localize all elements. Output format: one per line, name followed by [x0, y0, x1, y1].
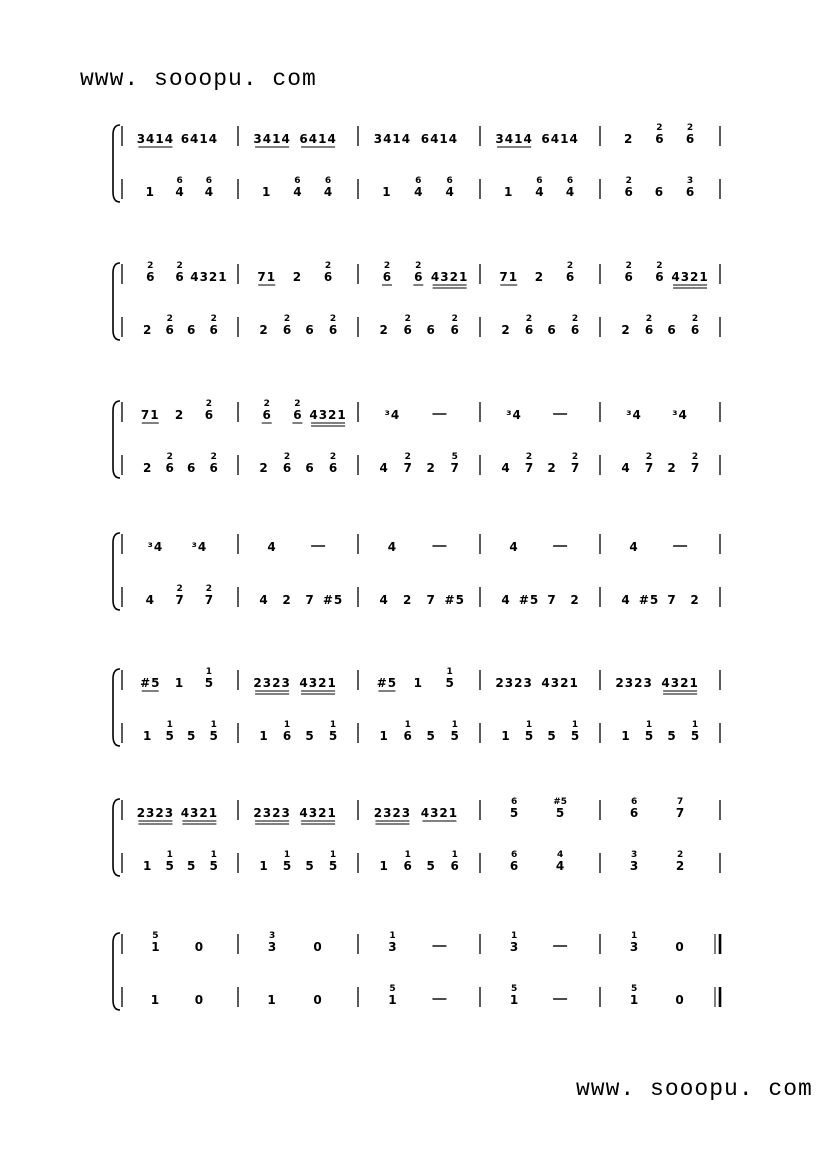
- note-s3-lower-m5-4: 7: [690, 461, 700, 475]
- note-s3-upper-m2-1-upper: 2: [263, 399, 270, 409]
- note-s7-upper-m2-2: 0: [313, 940, 323, 954]
- note-s2-lower-m5-4: 6: [690, 323, 700, 337]
- note-s1-lower-m4-2-upper: 6: [536, 176, 543, 186]
- note-s5-lower-m5-3: 5: [667, 729, 677, 743]
- note-s6-lower-m4-1: 6: [509, 859, 519, 873]
- note-s3-upper-m1-3-upper: 2: [205, 399, 213, 409]
- note-s2-upper-m2-3: 6: [323, 270, 333, 284]
- note-s2-lower-m2-1: 2: [259, 323, 269, 337]
- note-s6-lower-m1-3: 5: [187, 859, 197, 873]
- note-s2-upper-m5-3: 4321: [671, 270, 709, 284]
- note-s6-lower-m3-2: 6: [403, 859, 412, 873]
- note-s5-lower-m3-4: 5: [450, 729, 459, 743]
- note-s2-upper-m1-3: 4321: [190, 270, 228, 284]
- note-s4-lower-m5-3: 7: [667, 593, 677, 607]
- note-s5-lower-m3-2: 6: [403, 729, 412, 743]
- note-s2-lower-m2-4-upper: 2: [329, 314, 337, 324]
- note-s3-lower-m4-4-upper: 2: [571, 452, 579, 462]
- note-s2-lower-m1-4: 6: [209, 323, 218, 337]
- note-s6-lower-m2-2: 5: [282, 859, 292, 873]
- note-s5-lower-m1-3: 5: [187, 729, 197, 743]
- note-s5-lower-m1-2-upper: 1: [166, 720, 173, 730]
- note-s5-upper-m3-2: 1: [413, 676, 423, 690]
- note-s5-lower-m2-2-upper: 1: [283, 720, 291, 730]
- note-s1-lower-m3-2-upper: 6: [415, 176, 422, 186]
- system-brace-3: [113, 401, 120, 478]
- note-s1-lower-m4-3-upper: 6: [566, 176, 574, 186]
- note-s2-upper-m4-3: 6: [565, 270, 575, 284]
- note-s6-lower-m1-4-upper: 1: [210, 850, 217, 860]
- note-s6-upper-m4-1-upper: 6: [510, 797, 518, 807]
- note-s6-upper-m5-1-upper: 6: [630, 797, 638, 807]
- note-s1-lower-m1-1: 1: [145, 185, 155, 199]
- note-s3-lower-m4-4: 7: [570, 461, 580, 475]
- note-s1-lower-m5-3-upper: 3: [686, 176, 694, 186]
- note-s1-lower-m3-3: 4: [445, 185, 454, 199]
- note-s5-upper-m4-1: 2323: [495, 676, 533, 690]
- note-s4-upper-m3-1: 4: [387, 540, 398, 554]
- note-s5-lower-m5-2: 5: [644, 729, 654, 743]
- note-s5-lower-m2-2: 6: [282, 729, 292, 743]
- note-s5-upper-m3-3: 5: [445, 676, 454, 690]
- note-s2-upper-m3-1: 6: [382, 270, 392, 284]
- note-s7-upper-m3-1-upper: 1: [389, 931, 396, 941]
- note-s5-upper-m5-2: 4321: [661, 676, 699, 690]
- note-s5-lower-m4-2-upper: 1: [525, 720, 533, 730]
- note-s3-lower-m3-1: 4: [379, 461, 389, 475]
- note-s4-lower-m1-3: 7: [204, 593, 214, 607]
- note-s2-lower-m5-1: 2: [621, 323, 631, 337]
- note-s3-upper-m1-1: 71: [140, 408, 160, 422]
- note-s2-lower-m5-4-upper: 2: [691, 314, 699, 324]
- note-s7-upper-m4-1: 3: [509, 940, 519, 954]
- note-s3-lower-m5-3: 2: [667, 461, 677, 475]
- note-s1-upper-m4-1: 3414: [495, 132, 533, 146]
- note-s5-lower-m2-4-upper: 1: [329, 720, 337, 730]
- note-s5-lower-m4-4: 5: [570, 729, 580, 743]
- note-s5-lower-m5-2-upper: 1: [645, 720, 653, 730]
- note-s5-lower-m3-3: 5: [426, 729, 436, 743]
- note-s6-upper-m4-2: 5: [555, 806, 565, 820]
- note-s3-upper-m2-1: 6: [262, 408, 271, 422]
- note-s3-lower-m5-1: 4: [621, 461, 631, 475]
- note-s6-upper-m5-1: 6: [629, 806, 639, 820]
- note-s5-upper-m4-2: 4321: [541, 676, 579, 690]
- note-s5-lower-m2-3: 5: [305, 729, 315, 743]
- note-s1-lower-m3-1: 1: [382, 185, 392, 199]
- note-s5-upper-m1-1: #5: [140, 676, 161, 690]
- note-s1-lower-m2-2-upper: 6: [294, 176, 301, 186]
- note-s1-upper-m2-2: 6414: [299, 132, 337, 146]
- note-s1-lower-m4-3: 4: [565, 185, 575, 199]
- note-s1-upper-m3-1: 3414: [373, 132, 412, 146]
- note-s2-upper-m3-2-upper: 2: [415, 261, 422, 271]
- note-s2-lower-m3-4: 6: [450, 323, 459, 337]
- note-s7-lower-m1-2: 0: [194, 993, 205, 1007]
- note-s2-upper-m4-1: 71: [499, 270, 519, 284]
- note-s2-lower-m2-4: 6: [328, 323, 338, 337]
- note-s7-lower-m5-1-upper: 5: [630, 984, 638, 994]
- note-s2-upper-m4-2: 2: [534, 270, 545, 284]
- note-s4-lower-m5-1: 4: [621, 593, 631, 607]
- note-s1-lower-m5-2: 6: [654, 185, 665, 199]
- note-s7-upper-m4-1-upper: 1: [510, 931, 518, 941]
- system-brace-1: [113, 125, 120, 202]
- note-s1-upper-m1-1: 3414: [136, 132, 175, 146]
- note-s3-lower-m5-2: 7: [644, 461, 654, 475]
- note-s5-upper-m1-3-upper: 1: [205, 667, 213, 677]
- note-s6-lower-m5-1-upper: 3: [630, 850, 638, 860]
- note-s7-lower-m1-1: 1: [150, 993, 161, 1007]
- note-s7-upper-m1-1-upper: 5: [152, 931, 159, 941]
- note-s6-lower-m2-4: 5: [328, 859, 338, 873]
- note-s1-upper-m1-2: 6414: [180, 132, 219, 146]
- note-s2-upper-m4-3-upper: 2: [566, 261, 574, 271]
- note-s7-lower-m3-1-upper: 5: [389, 984, 396, 994]
- note-s5-lower-m3-1: 1: [379, 729, 389, 743]
- note-s3-upper-m1-2: 2: [174, 408, 185, 422]
- note-s5-upper-m1-3: 5: [204, 676, 214, 690]
- note-s7-upper-m5-1: 3: [629, 940, 639, 954]
- note-s2-lower-m3-3: 6: [426, 323, 436, 337]
- note-s2-upper-m5-2: 6: [655, 270, 664, 284]
- note-s2-upper-m1-2: 6: [175, 270, 184, 284]
- note-s6-lower-m2-3: 5: [305, 859, 315, 873]
- note-s3-lower-m3-2-upper: 2: [404, 452, 411, 462]
- note-s3-lower-m4-1: 4: [501, 461, 511, 475]
- note-s6-lower-m5-1: 3: [629, 859, 639, 873]
- note-s4-lower-m4-4: 2: [570, 593, 580, 607]
- note-s1-lower-m5-1: 6: [624, 185, 633, 199]
- note-s1-upper-m2-1: 3414: [253, 132, 291, 146]
- note-s4-upper-m1-2: ³4: [191, 540, 208, 554]
- note-s3-lower-m3-2: 7: [403, 461, 412, 475]
- note-s1-upper-m5-2-upper: 2: [656, 123, 663, 133]
- note-s7-upper-m2-1-upper: 3: [268, 931, 276, 941]
- system-brace-5: [113, 669, 120, 746]
- note-s3-upper-m4-1: ³4: [506, 408, 522, 422]
- note-s7-upper-m1-1: 1: [151, 940, 160, 954]
- note-s2-upper-m1-1: 6: [146, 270, 155, 284]
- note-s2-upper-m5-1: 6: [624, 270, 633, 284]
- note-s2-lower-m4-4: 6: [570, 323, 580, 337]
- watermark-bottom: www. sooopu. com: [576, 1076, 813, 1102]
- note-s5-lower-m2-4: 5: [328, 729, 338, 743]
- note-s4-upper-m5-1: 4: [629, 540, 639, 554]
- note-s3-upper-m3-1: ³4: [384, 408, 401, 422]
- note-s3-lower-m2-4: 6: [328, 461, 338, 475]
- note-s1-lower-m2-3: 4: [323, 185, 333, 199]
- note-s2-lower-m3-2: 6: [403, 323, 412, 337]
- note-s4-lower-m5-4: 2: [690, 593, 700, 607]
- note-s4-lower-m4-1: 4: [501, 593, 511, 607]
- note-s4-lower-m1-3-upper: 2: [205, 584, 213, 594]
- note-s7-upper-m1-2: 0: [194, 940, 205, 954]
- note-s5-lower-m2-1: 1: [259, 729, 269, 743]
- note-s7-lower-m5-2: 0: [675, 993, 685, 1007]
- note-s6-lower-m3-4: 6: [450, 859, 459, 873]
- note-s4-lower-m4-2: #5: [518, 593, 540, 607]
- note-s2-lower-m2-2-upper: 2: [283, 314, 291, 324]
- note-s3-lower-m3-4-upper: 5: [451, 452, 458, 462]
- note-s6-lower-m3-2-upper: 1: [404, 850, 411, 860]
- note-s4-lower-m2-3: 7: [305, 593, 315, 607]
- note-s2-lower-m1-2: 6: [165, 323, 174, 337]
- note-s7-upper-m5-2: 0: [675, 940, 685, 954]
- note-s6-upper-m2-1: 2323: [253, 806, 291, 820]
- note-s5-upper-m3-1: #5: [376, 676, 398, 690]
- note-s1-lower-m3-3-upper: 6: [446, 176, 453, 186]
- note-s5-lower-m5-4: 5: [690, 729, 700, 743]
- note-s2-lower-m3-2-upper: 2: [404, 314, 411, 324]
- note-s4-lower-m1-1: 4: [145, 593, 155, 607]
- note-s3-lower-m2-1: 2: [259, 461, 269, 475]
- note-s7-upper-m2-1: 3: [267, 940, 277, 954]
- note-s1-upper-m4-2: 6414: [541, 132, 579, 146]
- note-s3-lower-m1-2-upper: 2: [166, 452, 173, 462]
- note-s6-upper-m1-1: 2323: [136, 806, 175, 820]
- note-s7-lower-m2-1: 1: [267, 993, 277, 1007]
- note-s3-lower-m2-2-upper: 2: [283, 452, 291, 462]
- note-s1-lower-m3-2: 4: [414, 185, 423, 199]
- note-s1-upper-m5-3-upper: 2: [686, 123, 694, 133]
- note-s5-upper-m2-2: 4321: [299, 676, 337, 690]
- note-s2-upper-m5-1-upper: 2: [625, 261, 632, 271]
- note-s3-upper-m2-3: 4321: [309, 408, 347, 422]
- note-s5-lower-m4-1: 1: [501, 729, 511, 743]
- note-s5-lower-m1-4-upper: 1: [210, 720, 217, 730]
- note-s2-upper-m1-2-upper: 2: [176, 261, 183, 271]
- note-s6-lower-m3-1: 1: [379, 859, 389, 873]
- note-s3-lower-m1-1: 2: [143, 461, 153, 475]
- note-s7-upper-m3-1: 3: [388, 940, 397, 954]
- note-s5-lower-m1-1: 1: [143, 729, 153, 743]
- note-s5-lower-m3-2-upper: 1: [404, 720, 411, 730]
- note-s1-lower-m1-3-upper: 6: [205, 176, 213, 186]
- note-s7-lower-m4-1: 1: [509, 993, 519, 1007]
- note-s2-lower-m3-4-upper: 2: [451, 314, 458, 324]
- note-s7-lower-m3-1: 1: [388, 993, 397, 1007]
- note-s1-lower-m5-1-upper: 2: [625, 176, 632, 186]
- note-s3-lower-m2-4-upper: 2: [329, 452, 337, 462]
- note-s6-lower-m1-2-upper: 1: [166, 850, 173, 860]
- note-s4-upper-m4-1: 4: [509, 540, 519, 554]
- note-s4-lower-m2-2: 2: [282, 593, 292, 607]
- note-s1-lower-m2-2: 4: [293, 185, 302, 199]
- note-s2-upper-m3-2: 6: [414, 270, 423, 284]
- note-s2-upper-m1-1-upper: 2: [147, 261, 154, 271]
- note-s4-lower-m3-4: #5: [444, 593, 465, 607]
- note-s3-upper-m2-2: 6: [293, 408, 302, 422]
- note-s3-lower-m5-2-upper: 2: [645, 452, 653, 462]
- note-s2-lower-m1-2-upper: 2: [166, 314, 173, 324]
- note-s2-lower-m4-3: 6: [547, 323, 557, 337]
- note-s4-lower-m1-2-upper: 2: [176, 584, 183, 594]
- note-s4-lower-m3-2: 2: [403, 593, 413, 607]
- note-s6-lower-m2-4-upper: 1: [329, 850, 337, 860]
- note-s1-lower-m1-3: 4: [204, 185, 214, 199]
- note-s3-lower-m4-2: 7: [524, 461, 534, 475]
- system-brace-2: [113, 263, 120, 340]
- note-s2-upper-m5-2-upper: 2: [656, 261, 663, 271]
- note-s2-lower-m1-3: 6: [187, 323, 197, 337]
- note-s7-lower-m5-1: 1: [629, 993, 639, 1007]
- note-s2-lower-m2-3: 6: [305, 323, 315, 337]
- note-s7-lower-m4-1-upper: 5: [510, 984, 518, 994]
- watermark-top: www. sooopu. com: [80, 66, 317, 92]
- note-s6-lower-m1-2: 5: [165, 859, 174, 873]
- note-s2-lower-m3-1: 2: [379, 323, 389, 337]
- note-s2-lower-m1-4-upper: 2: [210, 314, 217, 324]
- note-s6-lower-m4-1-upper: 6: [510, 850, 518, 860]
- note-s4-upper-m2-1: 4: [267, 540, 277, 554]
- note-s7-upper-m5-1-upper: 1: [630, 931, 638, 941]
- system-brace-6: [113, 799, 120, 876]
- note-s1-lower-m4-2: 4: [535, 185, 544, 199]
- note-s2-lower-m2-2: 6: [282, 323, 292, 337]
- note-s3-lower-m4-3: 2: [547, 461, 557, 475]
- note-s4-lower-m5-2: #5: [638, 593, 660, 607]
- note-s3-upper-m5-2: ³4: [672, 408, 688, 422]
- note-s6-lower-m4-2-upper: 4: [556, 850, 564, 860]
- note-s6-upper-m4-1: 5: [509, 806, 519, 820]
- note-s6-upper-m2-2: 4321: [299, 806, 337, 820]
- note-s5-lower-m4-3: 5: [547, 729, 557, 743]
- note-s5-upper-m1-2: 1: [174, 676, 185, 690]
- note-s6-upper-m4-2-upper: #5: [553, 797, 568, 807]
- note-s2-upper-m3-3: 4321: [430, 270, 469, 284]
- note-s2-lower-m1-1: 2: [143, 323, 153, 337]
- note-s2-lower-m4-2: 6: [524, 323, 534, 337]
- note-s6-lower-m2-1: 1: [259, 859, 269, 873]
- note-s3-lower-m1-4: 6: [209, 461, 218, 475]
- note-s1-lower-m5-3: 6: [685, 185, 695, 199]
- note-s4-lower-m2-4: #5: [322, 593, 344, 607]
- note-s6-lower-m1-1: 1: [143, 859, 153, 873]
- note-s6-lower-m4-2: 4: [555, 859, 565, 873]
- note-s1-upper-m5-2: 6: [655, 132, 664, 146]
- note-s3-lower-m4-2-upper: 2: [525, 452, 533, 462]
- note-s5-lower-m4-4-upper: 1: [571, 720, 579, 730]
- note-s4-upper-m1-1: ³4: [147, 540, 164, 554]
- note-s4-lower-m1-2: 7: [175, 593, 184, 607]
- note-s3-lower-m1-3: 6: [187, 461, 197, 475]
- note-s1-lower-m1-2: 4: [175, 185, 184, 199]
- note-s3-upper-m1-3: 6: [204, 408, 214, 422]
- note-s1-lower-m1-2-upper: 6: [176, 176, 183, 186]
- note-s2-lower-m5-2-upper: 2: [645, 314, 653, 324]
- note-s6-lower-m1-4: 5: [209, 859, 218, 873]
- note-s5-upper-m2-1: 2323: [253, 676, 291, 690]
- note-s1-lower-m2-3-upper: 6: [324, 176, 332, 186]
- note-s4-lower-m2-1: 4: [259, 593, 269, 607]
- note-s3-upper-m5-1: ³4: [626, 408, 642, 422]
- note-s2-upper-m2-2: 2: [292, 270, 303, 284]
- note-s6-upper-m1-2: 4321: [180, 806, 219, 820]
- note-s5-lower-m4-2: 5: [524, 729, 534, 743]
- note-s6-lower-m3-4-upper: 1: [451, 850, 458, 860]
- note-s6-lower-m5-2-upper: 2: [676, 850, 684, 860]
- note-s2-upper-m3-1-upper: 2: [383, 261, 391, 271]
- note-s3-lower-m2-2: 6: [282, 461, 292, 475]
- note-s3-upper-m2-2-upper: 2: [294, 399, 301, 409]
- note-s1-lower-m2-1: 1: [262, 185, 272, 199]
- system-brace-7: [113, 933, 120, 1010]
- note-s2-upper-m2-1: 71: [257, 270, 277, 284]
- note-s2-lower-m4-4-upper: 2: [571, 314, 579, 324]
- note-s5-upper-m3-3-upper: 1: [446, 667, 453, 677]
- note-s7-lower-m2-2: 0: [313, 993, 323, 1007]
- note-s4-lower-m4-3: 7: [547, 593, 557, 607]
- system-brace-4: [113, 533, 120, 610]
- note-s5-lower-m3-4-upper: 1: [451, 720, 458, 730]
- note-s5-lower-m5-1: 1: [621, 729, 631, 743]
- note-s4-lower-m3-3: 7: [426, 593, 436, 607]
- note-s6-lower-m5-2: 2: [675, 859, 685, 873]
- note-s3-lower-m5-4-upper: 2: [691, 452, 699, 462]
- note-s6-upper-m5-2: 7: [675, 806, 685, 820]
- note-s6-lower-m3-3: 5: [426, 859, 436, 873]
- note-s1-lower-m4-1: 1: [504, 185, 514, 199]
- note-s6-upper-m5-2-upper: 7: [676, 797, 684, 807]
- note-s4-lower-m3-1: 4: [379, 593, 389, 607]
- note-s1-upper-m3-2: 6414: [420, 132, 459, 146]
- note-s2-lower-m5-3: 6: [667, 323, 677, 337]
- note-s6-upper-m3-2: 4321: [420, 806, 459, 820]
- note-s3-lower-m1-4-upper: 2: [210, 452, 217, 462]
- note-s2-lower-m4-1: 2: [501, 323, 511, 337]
- note-s2-upper-m2-3-upper: 2: [324, 261, 332, 271]
- note-s1-upper-m5-1: 2: [624, 132, 634, 146]
- note-s3-lower-m1-2: 6: [165, 461, 174, 475]
- note-s5-lower-m5-4-upper: 1: [691, 720, 699, 730]
- note-s6-lower-m2-2-upper: 1: [283, 850, 291, 860]
- note-s5-lower-m1-2: 5: [165, 729, 174, 743]
- note-s5-lower-m1-4: 5: [209, 729, 218, 743]
- note-s6-upper-m3-1: 2323: [373, 806, 412, 820]
- note-s2-lower-m4-2-upper: 2: [525, 314, 533, 324]
- note-s3-lower-m3-4: 7: [450, 461, 459, 475]
- note-s3-lower-m2-3: 6: [305, 461, 315, 475]
- note-s5-upper-m5-1: 2323: [615, 676, 653, 690]
- note-s1-upper-m5-3: 6: [685, 132, 695, 146]
- note-s2-lower-m5-2: 6: [644, 323, 654, 337]
- note-s3-lower-m3-3: 2: [426, 461, 436, 475]
